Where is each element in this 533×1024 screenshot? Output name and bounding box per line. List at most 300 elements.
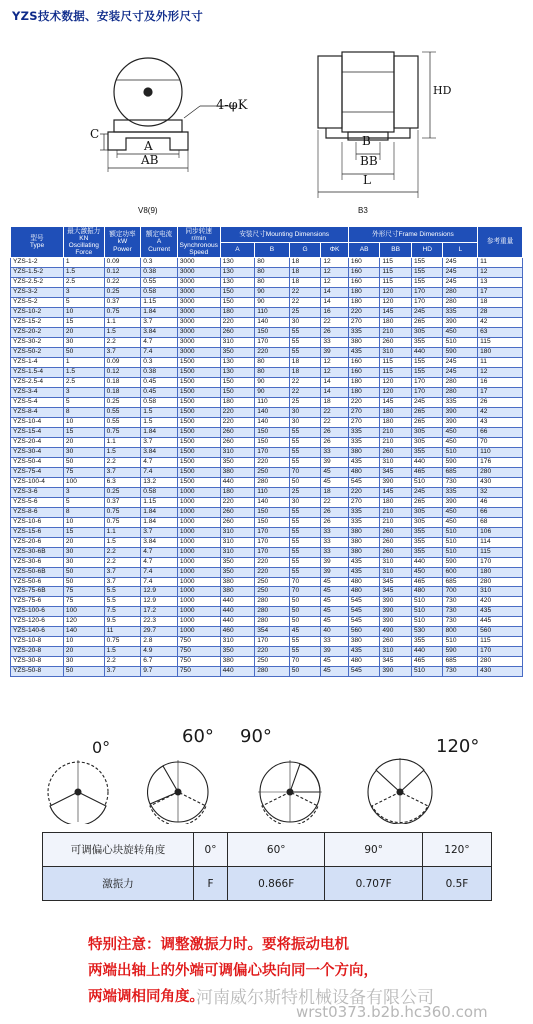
spec-cell: 245: [443, 258, 478, 268]
th-b: B: [255, 243, 290, 258]
spec-cell: 560: [348, 627, 380, 637]
spec-cell: 1500: [177, 437, 220, 447]
angle-60-label: 60°: [182, 726, 214, 747]
spec-cell: 22: [289, 377, 321, 387]
spec-cell: 25: [289, 397, 321, 407]
spec-cell: 43: [478, 417, 523, 427]
spec-cell: 110: [255, 487, 290, 497]
spec-cell: 140: [63, 627, 104, 637]
spec-cell: 4.7: [141, 557, 178, 567]
table-row: [11, 657, 523, 667]
spec-cell: 465: [411, 577, 443, 587]
spec-cell: 730: [443, 477, 478, 487]
spec-cell: 440: [220, 607, 255, 617]
spec-cell: 50: [289, 667, 321, 677]
spec-cell: 545: [348, 607, 380, 617]
spec-cell: 4.7: [141, 547, 178, 557]
spec-cell: 1.5: [104, 647, 141, 657]
table-row: [11, 437, 523, 447]
spec-cell: 0.37: [104, 497, 141, 507]
spec-cell: 435: [348, 567, 380, 577]
spec-cell: 435: [348, 457, 380, 467]
spec-cell: 450: [443, 327, 478, 337]
spec-cell: 280: [255, 667, 290, 677]
spec-cell: 3000: [177, 317, 220, 327]
spec-cell: 3.7: [104, 667, 141, 677]
spec-cell: 33: [321, 447, 349, 457]
spec-cell: 4.9: [141, 647, 178, 657]
model-cell: YZS-50-6B: [11, 567, 64, 577]
model-cell: YZS-15-2: [11, 317, 64, 327]
spec-cell: 1500: [177, 447, 220, 457]
spec-cell: 22: [321, 317, 349, 327]
spec-cell: 560: [478, 627, 523, 637]
spec-cell: 115: [380, 367, 412, 377]
angle-60-diagram: [148, 760, 208, 824]
spec-cell: 130: [220, 367, 255, 377]
force-value: 0.866F: [227, 867, 324, 901]
spec-cell: 26: [321, 437, 349, 447]
spec-cell: 210: [380, 427, 412, 437]
spec-cell: 22: [289, 287, 321, 297]
spec-cell: 305: [411, 327, 443, 337]
spec-cell: 28: [478, 307, 523, 317]
spec-cell: 140: [255, 497, 290, 507]
spec-cell: 170: [478, 557, 523, 567]
model-cell: YZS-3-2: [11, 287, 64, 297]
spec-cell: 3.7: [104, 347, 141, 357]
spec-cell: 170: [255, 527, 290, 537]
spec-cell: 25: [289, 307, 321, 317]
spec-cell: 130: [220, 267, 255, 277]
spec-cell: 380: [348, 637, 380, 647]
spec-cell: 0.58: [141, 487, 178, 497]
spec-cell: 55: [289, 437, 321, 447]
spec-cell: 1000: [177, 607, 220, 617]
spec-cell: 90: [255, 377, 290, 387]
spec-cell: 270: [348, 417, 380, 427]
spec-cell: 110: [255, 397, 290, 407]
spec-cell: 0.09: [104, 258, 141, 268]
spec-cell: 32: [478, 487, 523, 497]
table-row: [11, 547, 523, 557]
spec-cell: 2.2: [104, 657, 141, 667]
spec-cell: 250: [255, 467, 290, 477]
spec-cell: 250: [255, 587, 290, 597]
spec-cell: 545: [348, 477, 380, 487]
spec-cell: 1.84: [141, 507, 178, 517]
spec-cell: 80: [255, 277, 290, 287]
spec-cell: 39: [321, 567, 349, 577]
spec-cell: 68: [478, 517, 523, 527]
spec-cell: 220: [348, 307, 380, 317]
spec-cell: 55: [289, 347, 321, 357]
table-row: [11, 487, 523, 497]
spec-cell: 210: [380, 327, 412, 337]
drawing-svg: [0, 26, 533, 221]
spec-cell: 33: [321, 527, 349, 537]
spec-cell: 1: [63, 258, 104, 268]
spec-cell: 280: [255, 597, 290, 607]
angle-120-diagram: [368, 758, 432, 824]
spec-cell: 510: [443, 547, 478, 557]
spec-cell: 55: [289, 557, 321, 567]
table-row: [11, 467, 523, 477]
spec-cell: 10: [63, 307, 104, 317]
spec-cell: 155: [411, 267, 443, 277]
spec-cell: 0.09: [104, 357, 141, 367]
angle-row-label: 可调偏心块旋转角度: [43, 833, 194, 867]
model-cell: YZS-10-2: [11, 307, 64, 317]
spec-cell: 590: [443, 457, 478, 467]
spec-cell: 1000: [177, 527, 220, 537]
spec-cell: 75: [63, 587, 104, 597]
spec-cell: 450: [443, 507, 478, 517]
spec-cell: 380: [220, 657, 255, 667]
spec-cell: 140: [255, 417, 290, 427]
spec-cell: 3.7: [141, 527, 178, 537]
spec-cell: 170: [411, 377, 443, 387]
spec-cell: 450: [443, 437, 478, 447]
spec-cell: 10: [63, 517, 104, 527]
spec-cell: 260: [380, 637, 412, 647]
spec-cell: 150: [255, 427, 290, 437]
spec-cell: 33: [321, 637, 349, 647]
spec-cell: 390: [443, 417, 478, 427]
spec-cell: 310: [220, 337, 255, 347]
spec-cell: 63: [478, 327, 523, 337]
spec-cell: 20: [63, 437, 104, 447]
spec-cell: 160: [348, 258, 380, 268]
spec-cell: 20: [63, 537, 104, 547]
spec-cell: 50: [289, 617, 321, 627]
spec-cell: 6.3: [104, 477, 141, 487]
spec-cell: 380: [220, 587, 255, 597]
spec-cell: 2.2: [104, 457, 141, 467]
spec-cell: 350: [220, 567, 255, 577]
spec-cell: 12.9: [141, 597, 178, 607]
spec-cell: 260: [220, 437, 255, 447]
spec-cell: 80: [255, 357, 290, 367]
spec-cell: 545: [348, 597, 380, 607]
spec-cell: 600: [443, 567, 478, 577]
spec-cell: 50: [289, 607, 321, 617]
spec-cell: 50: [289, 477, 321, 487]
spec-cell: 120: [380, 287, 412, 297]
spec-cell: 345: [380, 587, 412, 597]
spec-cell: 260: [220, 517, 255, 527]
spec-cell: 2.2: [104, 547, 141, 557]
spec-cell: 280: [443, 287, 478, 297]
watermark-url: wrst0373.b2b.hc360.com: [296, 1003, 488, 1021]
spec-cell: 510: [443, 527, 478, 537]
spec-cell: 17.2: [141, 607, 178, 617]
spec-cell: 440: [220, 617, 255, 627]
table-row: [11, 517, 523, 527]
spec-cell: 310: [380, 347, 412, 357]
spec-cell: 26: [321, 507, 349, 517]
spec-cell: 440: [220, 597, 255, 607]
angle-90-diagram: [258, 760, 322, 824]
spec-cell: 220: [348, 397, 380, 407]
spec-cell: 220: [255, 347, 290, 357]
spec-cell: 12: [321, 267, 349, 277]
th-frame: 外形尺寸Frame Dimensions: [348, 227, 477, 243]
spec-cell: 1500: [177, 367, 220, 377]
spec-cell: 1500: [177, 477, 220, 487]
model-cell: YZS-20-2: [11, 327, 64, 337]
force-row: [43, 867, 492, 901]
spec-cell: 170: [411, 387, 443, 397]
spec-cell: 12: [321, 357, 349, 367]
spec-cell: 45: [321, 607, 349, 617]
table-row: [11, 317, 523, 327]
spec-cell: 1.5: [63, 367, 104, 377]
spec-cell: 1000: [177, 627, 220, 637]
spec-cell: 280: [255, 617, 290, 627]
spec-table-body: [11, 258, 523, 677]
table-row: [11, 427, 523, 437]
spec-cell: 245: [411, 307, 443, 317]
spec-cell: 160: [348, 357, 380, 367]
spec-cell: 180: [220, 487, 255, 497]
spec-cell: 30: [289, 497, 321, 507]
spec-cell: 270: [348, 497, 380, 507]
spec-cell: 435: [348, 347, 380, 357]
angle-row: [43, 833, 492, 867]
spec-cell: 510: [411, 607, 443, 617]
spec-cell: 440: [411, 457, 443, 467]
spec-cell: 590: [443, 647, 478, 657]
spec-cell: 130: [220, 277, 255, 287]
table-row: [11, 637, 523, 647]
spec-cell: 55: [289, 567, 321, 577]
spec-cell: 310: [220, 447, 255, 457]
spec-cell: 115: [380, 267, 412, 277]
spec-cell: 210: [380, 507, 412, 517]
spec-cell: 345: [380, 467, 412, 477]
spec-cell: 440: [411, 347, 443, 357]
spec-cell: 39: [321, 557, 349, 567]
spec-cell: 180: [380, 417, 412, 427]
spec-cell: 260: [380, 527, 412, 537]
spec-cell: 22: [289, 387, 321, 397]
table-row: [11, 267, 523, 277]
spec-cell: 3.7: [141, 317, 178, 327]
th-l: L: [443, 243, 478, 258]
spec-cell: 0.25: [104, 287, 141, 297]
model-cell: YZS-100-6: [11, 607, 64, 617]
spec-cell: 1500: [177, 427, 220, 437]
model-cell: YZS-20-8: [11, 647, 64, 657]
spec-cell: 180: [348, 387, 380, 397]
spec-cell: 390: [443, 407, 478, 417]
spec-cell: 25: [289, 487, 321, 497]
spec-cell: 55: [289, 547, 321, 557]
spec-cell: 1500: [177, 407, 220, 417]
spec-cell: 245: [411, 487, 443, 497]
spec-cell: 1500: [177, 467, 220, 477]
spec-cell: 17: [478, 287, 523, 297]
spec-cell: 39: [321, 457, 349, 467]
spec-cell: 280: [255, 477, 290, 487]
table-row: [11, 258, 523, 268]
spec-cell: 390: [380, 477, 412, 487]
spec-cell: 335: [443, 397, 478, 407]
model-cell: YZS-30-8: [11, 657, 64, 667]
spec-cell: 3000: [177, 287, 220, 297]
spec-cell: 26: [478, 397, 523, 407]
spec-cell: 345: [380, 657, 412, 667]
table-row: [11, 647, 523, 657]
spec-cell: 440: [411, 557, 443, 567]
spec-cell: 2.2: [104, 557, 141, 567]
spec-cell: 45: [321, 467, 349, 477]
spec-cell: 220: [220, 497, 255, 507]
b3-label: B3: [358, 206, 368, 215]
table-row: [11, 577, 523, 587]
spec-cell: 22: [321, 417, 349, 427]
spec-cell: 590: [443, 347, 478, 357]
spec-cell: 180: [478, 347, 523, 357]
angle-value: 90°: [325, 833, 422, 867]
spec-cell: 114: [478, 537, 523, 547]
spec-cell: 380: [348, 537, 380, 547]
model-cell: YZS-1.5-2: [11, 267, 64, 277]
spec-cell: 590: [443, 557, 478, 567]
spec-cell: 305: [411, 437, 443, 447]
spec-cell: 1.5: [63, 267, 104, 277]
spec-cell: 11: [478, 258, 523, 268]
spec-cell: 480: [348, 577, 380, 587]
spec-cell: 465: [411, 657, 443, 667]
spec-cell: 170: [255, 637, 290, 647]
spec-cell: 0.12: [104, 267, 141, 277]
spec-cell: 355: [411, 537, 443, 547]
spec-cell: 1.5: [141, 407, 178, 417]
spec-cell: 730: [443, 667, 478, 677]
spec-cell: 390: [380, 597, 412, 607]
spec-cell: 150: [220, 377, 255, 387]
model-cell: YZS-30-6B: [11, 547, 64, 557]
end-view-drawing: [100, 58, 236, 172]
dim-b-label: B: [362, 134, 371, 148]
spec-cell: 510: [443, 537, 478, 547]
spec-cell: 390: [380, 667, 412, 677]
th-weight: 参考重量: [478, 227, 523, 258]
spec-cell: 170: [255, 337, 290, 347]
spec-cell: 545: [348, 667, 380, 677]
spec-cell: 1000: [177, 497, 220, 507]
spec-cell: 3000: [177, 277, 220, 287]
spec-cell: 1500: [177, 357, 220, 367]
spec-cell: 14: [321, 297, 349, 307]
th-a: A: [220, 243, 255, 258]
spec-cell: 8: [63, 507, 104, 517]
spec-cell: 9.5: [104, 617, 141, 627]
spec-cell: 380: [220, 577, 255, 587]
th-speed: [177, 227, 220, 258]
spec-cell: 335: [443, 487, 478, 497]
spec-cell: 22: [321, 497, 349, 507]
spec-cell: 70: [289, 657, 321, 667]
th-bb: BB: [380, 243, 412, 258]
spec-cell: 280: [478, 577, 523, 587]
table-row: [11, 307, 523, 317]
spec-cell: 11: [104, 627, 141, 637]
spec-cell: 16: [478, 377, 523, 387]
spec-cell: 20: [63, 327, 104, 337]
angle-120-label: 120°: [436, 736, 480, 757]
spec-cell: 26: [321, 427, 349, 437]
spec-cell: 380: [220, 467, 255, 477]
spec-cell: 0.22: [104, 277, 141, 287]
spec-cell: 80: [255, 258, 290, 268]
spec-cell: 310: [380, 557, 412, 567]
spec-cell: 1.1: [104, 527, 141, 537]
spec-cell: 1.5: [104, 447, 141, 457]
force-value: 0.707F: [325, 867, 422, 901]
spec-cell: 180: [348, 377, 380, 387]
table-row: [11, 557, 523, 567]
spec-cell: 0.38: [141, 267, 178, 277]
spec-cell: 11: [478, 357, 523, 367]
spec-cell: 0.45: [141, 377, 178, 387]
spec-cell: 545: [348, 617, 380, 627]
note-line-1: 特别注意：调整激振力时。要将振动电机: [88, 937, 349, 953]
spec-cell: 0.18: [104, 387, 141, 397]
spec-cell: 350: [220, 457, 255, 467]
dim-ab-label: AB: [141, 153, 159, 167]
spec-cell: 390: [380, 607, 412, 617]
spec-cell: 39: [321, 647, 349, 657]
th-speed-text: 同步转速 r/min Synchronous Speed: [179, 227, 218, 257]
spec-cell: 0.3: [141, 357, 178, 367]
spec-cell: 5.5: [104, 587, 141, 597]
spec-cell: 150: [255, 327, 290, 337]
angle-force-table: [42, 832, 492, 901]
spec-cell: 220: [255, 457, 290, 467]
spec-cell: 1.84: [141, 517, 178, 527]
spec-cell: 75: [63, 467, 104, 477]
spec-cell: 510: [443, 637, 478, 647]
spec-cell: 18: [289, 357, 321, 367]
spec-cell: 20: [63, 647, 104, 657]
spec-cell: 115: [380, 357, 412, 367]
spec-cell: 0.18: [104, 377, 141, 387]
spec-cell: 335: [348, 517, 380, 527]
spec-cell: 176: [478, 457, 523, 467]
spec-cell: 220: [348, 487, 380, 497]
spec-cell: 245: [411, 397, 443, 407]
spec-cell: 120: [380, 377, 412, 387]
spec-cell: 280: [443, 377, 478, 387]
spec-cell: 265: [411, 407, 443, 417]
spec-cell: 530: [411, 627, 443, 637]
table-row: [11, 377, 523, 387]
spec-cell: 685: [443, 577, 478, 587]
spec-cell: 0.25: [104, 487, 141, 497]
spec-cell: 70: [478, 437, 523, 447]
spec-cell: 1.15: [141, 497, 178, 507]
dim-c-label: C: [90, 127, 100, 141]
spec-cell: 22: [289, 297, 321, 307]
spec-cell: 45: [321, 577, 349, 587]
spec-cell: 1000: [177, 617, 220, 627]
spec-cell: 430: [478, 667, 523, 677]
spec-cell: 480: [348, 657, 380, 667]
spec-cell: 380: [348, 527, 380, 537]
